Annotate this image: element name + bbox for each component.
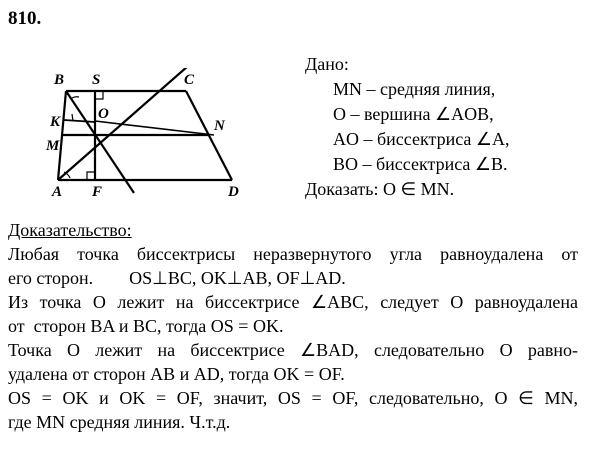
label-B: B (54, 72, 65, 88)
label-O: O (98, 106, 109, 122)
proof-block (8, 218, 578, 434)
proof-p1-line2: его сторон. OS⊥BC, OK⊥AB, OF⊥AD. (8, 268, 346, 288)
proof-p4-line2: где MN средняя линия. Ч.т.д. (8, 412, 231, 432)
label-A: A (52, 184, 63, 200)
right-angle-S (95, 91, 103, 99)
given-line-4: BO – биссектриса ∠B. (333, 154, 508, 174)
proof-p2-line1: Из точка O лежит на биссектрисе ∠ABC, следует O равноудалена (8, 292, 578, 312)
label-C: C (184, 72, 195, 88)
given-title: Дано: (305, 54, 349, 74)
segment-OK-left (64, 120, 95, 122)
label-F: F (92, 184, 103, 200)
prove-statement: Доказать: O ∈ MN. (305, 179, 455, 199)
problem-number: 810. (8, 8, 42, 29)
trapezoid-figure (40, 68, 280, 218)
angle-arc-B (72, 97, 79, 98)
given-line-1: MN – средняя линия, (333, 79, 496, 99)
label-S: S (92, 72, 101, 88)
proof-title: Доказательство: (8, 220, 132, 240)
label-K: K (50, 114, 61, 130)
proof-p3-line1: Точка O лежит на биссектрисе ∠BAD, следовательно O равно- (8, 340, 578, 360)
label-N: N (214, 118, 225, 134)
given-line-3: AO – биссектриса ∠A, (333, 129, 510, 149)
proof-p3-line2: удалена от сторон AB и AD, тогда OK = OF. (8, 364, 345, 384)
proof-p4-line1: OS = OK и OK = OF, значит, OS = OF, следовательно, O ∈ MN, (8, 388, 578, 408)
proof-p1-line1: Любая точка биссектрисы неразвернутого угла равноудалена от (8, 244, 578, 264)
given-line-2: O – вершина ∠AOB, (333, 104, 494, 124)
label-D: D (228, 184, 239, 200)
given-block (305, 52, 510, 202)
proof-p2-line2: от сторон BA и BC, тогда OS = OK. (8, 316, 284, 336)
right-angle-F (87, 172, 95, 180)
label-M: M (46, 138, 60, 154)
